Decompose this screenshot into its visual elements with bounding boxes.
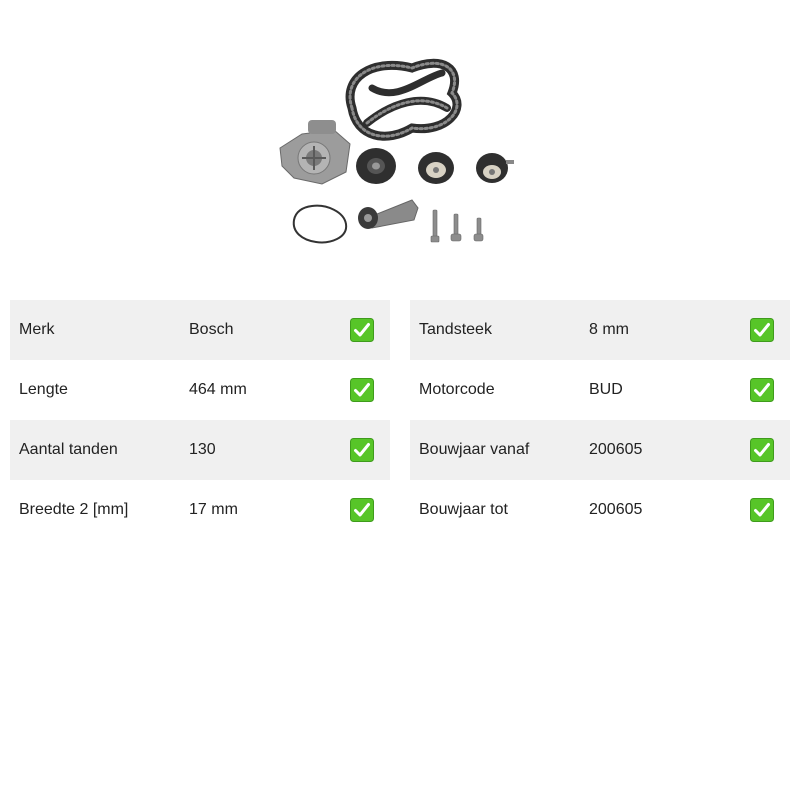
- spec-label: Aantal tanden: [19, 441, 118, 458]
- spec-value: 200605: [589, 501, 643, 518]
- spec-table-left: [10, 300, 390, 540]
- spec-row-bouwjaar-vanaf: [410, 420, 790, 480]
- spec-label: Merk: [19, 321, 55, 338]
- spec-table-right: [410, 300, 790, 540]
- tensioner-pulley-3: [476, 153, 514, 183]
- spec-row-lengte: [10, 360, 390, 420]
- timing-belt: [350, 63, 457, 136]
- green-checkmark-icon: [750, 378, 774, 402]
- green-checkmark-icon: [750, 318, 774, 342]
- spec-row-aantal-tanden: [10, 420, 390, 480]
- spec-label: Breedte 2 [mm]: [19, 501, 129, 518]
- spec-value: Bosch: [189, 321, 234, 338]
- spec-row-bouwjaar-tot: [410, 480, 790, 540]
- tensioner-pulley-2: [418, 152, 454, 184]
- tensioner-pulley-1: [356, 148, 396, 184]
- spec-row-tandsteek: [410, 300, 790, 360]
- green-checkmark-icon: [350, 438, 374, 462]
- idler-bracket: [358, 200, 418, 229]
- spec-value: 17 mm: [189, 501, 238, 518]
- green-checkmark-icon: [350, 378, 374, 402]
- gasket-ring: [294, 206, 346, 243]
- spec-row-breedte: [10, 480, 390, 540]
- spec-row-motorcode: [410, 360, 790, 420]
- green-checkmark-icon: [750, 438, 774, 462]
- water-pump: [280, 120, 350, 184]
- green-checkmark-icon: [350, 498, 374, 522]
- green-checkmark-icon: [750, 498, 774, 522]
- spec-value: 130: [189, 441, 216, 458]
- green-checkmark-icon: [350, 318, 374, 342]
- spec-label: Bouwjaar tot: [419, 501, 508, 518]
- spec-value: 200605: [589, 441, 643, 458]
- spec-row-merk: [10, 300, 390, 360]
- spec-label: Bouwjaar vanaf: [419, 441, 530, 458]
- spec-value: 464 mm: [189, 381, 247, 398]
- spec-label: Tandsteek: [419, 321, 492, 338]
- spec-value: BUD: [589, 381, 623, 398]
- spec-label: Lengte: [19, 381, 68, 398]
- spec-value: 8 mm: [589, 321, 629, 338]
- spec-label: Motorcode: [419, 381, 495, 398]
- product-image: [272, 48, 528, 252]
- bolts: [431, 210, 483, 242]
